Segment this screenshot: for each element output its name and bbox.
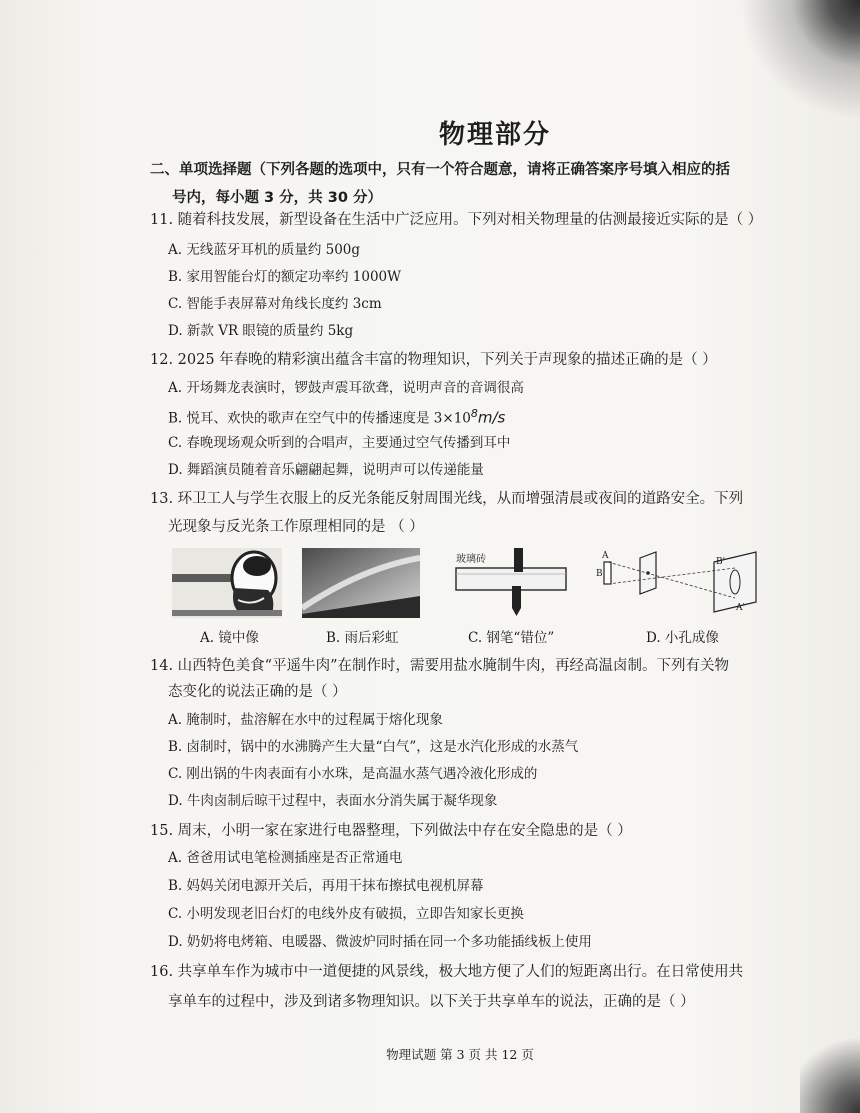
section-heading-line2: 号内，每小题 3 分，共 30 分） [172, 190, 382, 206]
question-14-option-c: C. 刚出锅的牛肉表面有小水珠，是高温水蒸气遇冷液化形成的 [168, 766, 538, 782]
question-11-option-a: A. 无线蓝牙耳机的质量约 500g [168, 242, 361, 258]
question-16-stem-line1: 16. 共享单车作为城市中一道便捷的风景线，极大地方便了人们的短距离出行。在日常使用共 [150, 964, 744, 980]
figure-c-caption: C. 钢笔“错位” [468, 630, 555, 646]
page-corner-shadow-bottom [800, 1023, 860, 1113]
question-13-stem-line1: 13. 环卫工人与学生衣服上的反光条能反射周围光线，从而增强清晨或夜间的道路安全。下列 [150, 491, 744, 507]
question-12-option-d: D. 舞蹈演员随着音乐翩翩起舞，说明声可以传递能量 [168, 462, 484, 478]
question-14-stem-line2: 态变化的说法正确的是（ ） [168, 684, 347, 700]
figure-a-mirror-image [172, 548, 282, 618]
question-16-stem-line2: 享单车的过程中，涉及到诸多物理知识。以下关于共享单车的说法，正确的是（ ） [168, 994, 695, 1010]
question-12-option-c: C. 春晚现场观众听到的合唱声，主要通过空气传播到耳中 [168, 435, 511, 451]
glass-block-label: 玻璃砖 [456, 554, 486, 565]
figure-c-pen-glass [452, 548, 572, 618]
question-12-option-a: A. 开场舞龙表演时，锣鼓声震耳欲聋，说明声音的音调很高 [168, 380, 524, 396]
question-14-stem-line1: 14. 山西特色美食“平遥牛肉”在制作时，需要用盐水腌制牛肉，再经高温卤制。下列有关物 [150, 658, 729, 674]
question-15-option-a: A. 爸爸用试电笔检测插座是否正常通电 [168, 850, 403, 866]
question-14-option-a: A. 腌制时，盐溶解在水中的过程属于熔化现象 [168, 712, 443, 728]
figure-d-caption: D. 小孔成像 [646, 630, 719, 646]
question-12-option-b-text: B. 悦耳、欢快的歌声在空气中的传播速度是 3×10 [168, 410, 471, 427]
figure-a-caption: A. 镜中像 [200, 630, 259, 646]
question-15-option-d: D. 奶奶将电烤箱、电暖器、微波炉同时插在同一个多功能插线板上使用 [168, 934, 592, 950]
page-title: 物理部分 [438, 120, 551, 150]
question-13-stem-line2: 光现象与反光条工作原理相同的是 （ ） [168, 519, 424, 535]
section-heading-line1: 二、单项选择题（下列各题的选项中，只有一个符合题意，请将正确答案序号填入相应的括 [150, 162, 730, 178]
question-15-option-b: B. 妈妈关闭电源开关后，再用干抹布擦拭电视机屏幕 [168, 878, 484, 894]
pinhole-label-b-prime: B' [716, 557, 726, 567]
figure-b-rainbow [302, 548, 420, 618]
question-12-option-b [168, 404, 505, 429]
question-13-figures [168, 548, 768, 658]
question-15-option-c: C. 小明发现老旧台灯的电线外皮有破损，立即告知家长更换 [168, 906, 524, 922]
pinhole-label-a-prime: A' [736, 603, 745, 613]
question-11-stem: 11. 随着科技发展，新型设备在生活中广泛应用。下列对相关物理量的估测最接近实际的是（ ） [150, 212, 763, 228]
handwritten-exponent: 8 [470, 407, 478, 420]
page-corner-shadow [740, 0, 860, 120]
pinhole-label-b: B [596, 569, 603, 579]
question-12-stem: 12. 2025 年春晚的精彩演出蕴含丰富的物理知识，下列关于声现象的描述正确的是（ ） [150, 352, 717, 368]
question-15-stem: 15. 周末，小明一家在家进行电器整理，下列做法中存在安全隐患的是（ ） [150, 823, 632, 839]
section-heading [150, 156, 810, 212]
question-11-option-d: D. 新款 VR 眼镜的质量约 5kg [168, 323, 354, 339]
question-14-option-d: D. 牛肉卤制后晾干过程中，表面水分消失属于凝华现象 [168, 793, 498, 809]
question-14-option-b: B. 卤制时，锅中的水沸腾产生大量“白气”，这是水汽化形成的水蒸气 [168, 739, 579, 755]
question-11-option-c: C. 智能手表屏幕对角线长度约 3cm [168, 296, 382, 312]
page-footer: 物理试题 第 3 页 共 12 页 [386, 1047, 534, 1062]
figure-b-caption: B. 雨后彩虹 [326, 630, 399, 646]
handwritten-unit: m/s [477, 408, 506, 427]
pinhole-label-a: A [602, 551, 609, 561]
question-11-option-b: B. 家用智能台灯的额定功率约 1000W [168, 269, 402, 285]
figure-d-pinhole [596, 548, 766, 620]
